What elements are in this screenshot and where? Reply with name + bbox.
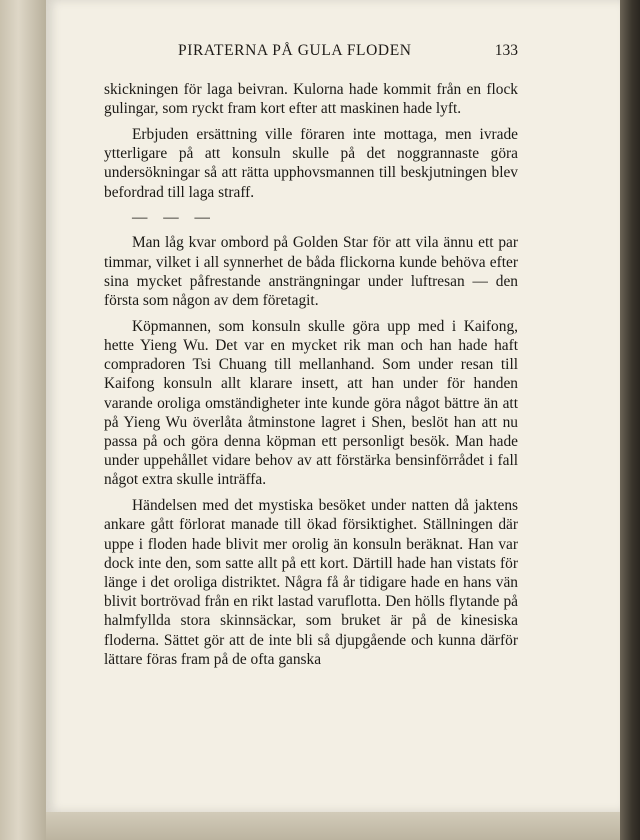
body-text bbox=[104, 80, 518, 676]
paragraph: skickningen för laga beivran. Kulorna hade kommit från en flock gulingar, som ryckt fram kort efter att maskinen hade lyft. bbox=[104, 81, 518, 118]
bottom-page-edge bbox=[46, 812, 620, 840]
section-separator: — — — bbox=[132, 209, 216, 227]
left-page-edge bbox=[0, 0, 46, 840]
page-number: 133 bbox=[494, 42, 518, 59]
paragraph: Händelsen med det mystiska besöket under natten då jaktens ankare gått förlorat manade till ökad försiktighet. Ställningen där uppe i floden hade blivit mer orolig än konsuln beräknat. Han var dock inte den, som satte allt på ett kort. Därtill hade han vistats för länge i det oroliga distriktet. Några få år tidigare hade en hans vän blivit bortrövad från en rikt lastad varuflotta. Den hölls flytande på halmfyllda stora skinnsäckar, som bruket är på de kinesiska floderna. Sättet gör att de inte bli så djupgående och kunna därför lättare föras fram på de ofta ganska bbox=[104, 497, 518, 668]
running-title: PIRATERNA PÅ GULA FLODEN bbox=[178, 42, 412, 59]
paragraph: Man låg kvar ombord på Golden Star för att vila ännu ett par timmar, vilket i all synnerhet de båda flickorna kunde behöva efter sina mycket påfrestande ansträngningar under luftresan — den första som någon av dem företagit. bbox=[104, 234, 518, 310]
book-spine-edge bbox=[620, 0, 640, 840]
paragraph: Köpmannen, som konsuln skulle göra upp med i Kaifong, hette Yieng Wu. Det var en mycket rik man och han hade haft compradoren Tsi Chuang till mellanhand. Som under resan till Kaifong konsuln allt klarare insett, att han under för handen varande oroliga omständigheter inte kunde göra något bättre än att på Yieng Wu överlåta åtminstone lagret i Shen, beslöt han att nu passa på och göra denna köpman ett personligt besök. Man hade under uppehållet vidare behov av att förstärka bensinförrådet i fall något extra skulle inträffa. bbox=[104, 317, 518, 489]
paragraph: Erbjuden ersättning ville föraren inte mottaga, men ivrade ytterligare på att konsuln skulle på det noggrannaste göra undersökningar så att rätta upphovsmannen till beskjutningen blev befordrad till laga straff. bbox=[104, 126, 518, 201]
running-header bbox=[166, 42, 518, 64]
